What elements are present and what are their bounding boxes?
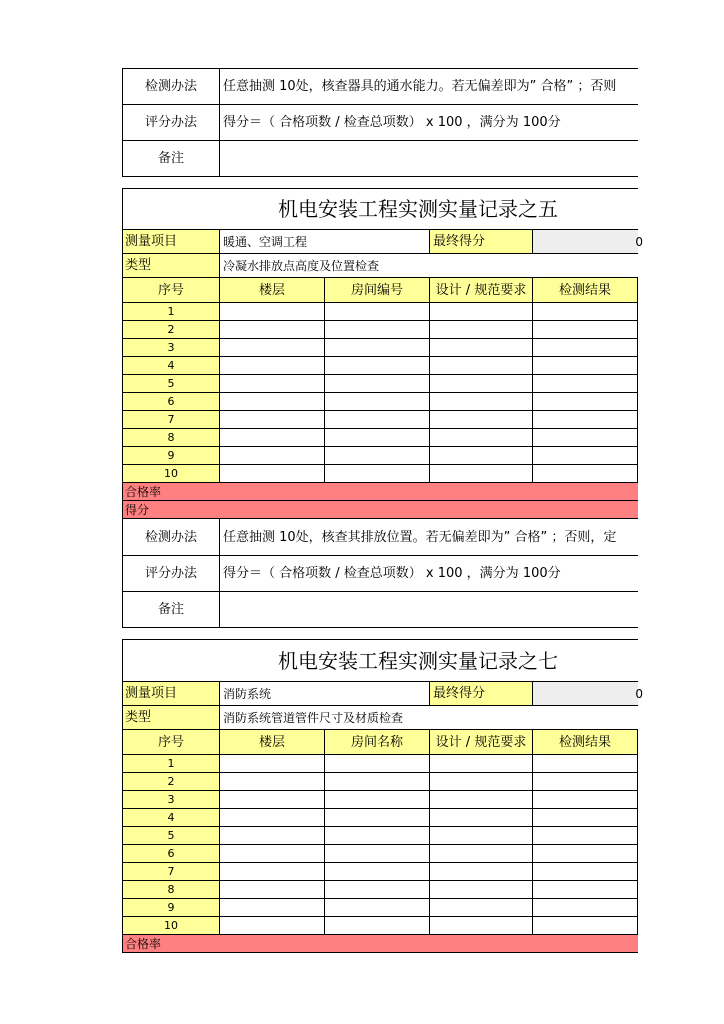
room-cell [325, 357, 430, 375]
floor-cell [220, 447, 325, 465]
room-cell [325, 863, 430, 881]
header-room: 房间名称 [325, 730, 430, 755]
result-cell [533, 791, 638, 809]
floor-cell [220, 881, 325, 899]
type-row [122, 706, 638, 730]
table-row [122, 773, 638, 791]
seq-cell: 2 [123, 321, 220, 339]
spec-cell [430, 917, 533, 935]
room-cell [325, 917, 430, 935]
data-rows [122, 755, 638, 935]
seq-cell: 5 [123, 375, 220, 393]
seq-cell: 9 [123, 899, 220, 917]
spec-cell [430, 393, 533, 411]
seq-cell: 1 [123, 755, 220, 773]
room-cell [325, 447, 430, 465]
scoring-text: 得分＝（ 合格项数 / 检查总项数） x 100 ，满分为 100分 [220, 556, 638, 592]
seq-cell: 4 [123, 809, 220, 827]
result-cell [533, 863, 638, 881]
result-cell [533, 755, 638, 773]
floor-cell [220, 773, 325, 791]
room-cell [325, 845, 430, 863]
result-cell [533, 917, 638, 935]
spec-cell [430, 827, 533, 845]
final-score-value: 0 [635, 234, 643, 249]
room-cell [325, 899, 430, 917]
final-score-cell [533, 230, 643, 254]
result-cell [533, 375, 638, 393]
spec-cell [430, 465, 533, 483]
result-cell [533, 809, 638, 827]
table-row [122, 845, 638, 863]
table-row [122, 899, 638, 917]
spec-cell [430, 791, 533, 809]
scoring-label: 评分办法 [123, 556, 220, 592]
remark-row [122, 592, 638, 628]
floor-cell [220, 899, 325, 917]
room-cell [325, 809, 430, 827]
floor-cell [220, 321, 325, 339]
table-row [122, 321, 638, 339]
room-cell [325, 303, 430, 321]
room-cell [325, 429, 430, 447]
seq-cell: 3 [123, 339, 220, 357]
type-value: 冷凝水排放点高度及位置检查 [220, 254, 638, 278]
header-spec: 设计 / 规范要求 [430, 278, 533, 303]
pass-rate-label: 合格率 [123, 483, 638, 501]
item-row [122, 230, 643, 254]
remark-label: 备注 [123, 592, 220, 628]
seq-cell: 8 [123, 429, 220, 447]
table-row [122, 339, 638, 357]
table-row [122, 357, 638, 375]
method-row [122, 68, 638, 105]
floor-cell [220, 863, 325, 881]
seq-cell: 7 [123, 411, 220, 429]
spec-cell [430, 411, 533, 429]
spec-cell [430, 755, 533, 773]
seq-cell: 6 [123, 393, 220, 411]
title-row [122, 639, 638, 682]
remark-cell [220, 141, 638, 177]
room-cell [325, 773, 430, 791]
method-text: 任意抽测 10处，核查器具的通水能力。若无偏差即为” 合格” ；否则 [220, 69, 638, 105]
table-row [122, 881, 638, 899]
spec-cell [430, 845, 533, 863]
floor-cell [220, 809, 325, 827]
spec-cell [430, 339, 533, 357]
floor-cell [220, 465, 325, 483]
floor-cell [220, 375, 325, 393]
header-seq: 序号 [123, 278, 220, 303]
scoring-row [122, 105, 638, 141]
final-score-value: 0 [635, 686, 643, 701]
table-row [122, 303, 638, 321]
spec-cell [430, 809, 533, 827]
spec-cell [430, 321, 533, 339]
result-cell [533, 881, 638, 899]
table-row [122, 863, 638, 881]
method-label: 检测办法 [123, 519, 220, 556]
room-cell [325, 321, 430, 339]
result-cell [533, 303, 638, 321]
floor-cell [220, 917, 325, 935]
table-row [122, 809, 638, 827]
type-row [122, 254, 638, 278]
remark-cell [220, 592, 638, 628]
result-cell [533, 465, 638, 483]
method-text: 任意抽测 10处，核查其排放位置。若无偏差即为” 合格” ；否则，定 [220, 519, 638, 556]
type-label: 类型 [123, 706, 220, 730]
header-floor: 楼层 [220, 278, 325, 303]
seq-cell: 7 [123, 863, 220, 881]
room-cell [325, 755, 430, 773]
seq-cell: 10 [123, 465, 220, 483]
data-rows [122, 303, 638, 483]
record-title: 机电安装工程实测实量记录之五 [123, 189, 638, 230]
header-result: 检测结果 [533, 730, 638, 755]
header-spec: 设计 / 规范要求 [430, 730, 533, 755]
spec-cell [430, 881, 533, 899]
type-value: 消防系统管道管件尺寸及材质检查 [220, 706, 638, 730]
spec-cell [430, 447, 533, 465]
floor-cell [220, 827, 325, 845]
scoring-text: 得分＝（ 合格项数 / 检查总项数） x 100 ，满分为 100分 [220, 105, 638, 141]
item-label: 测量项目 [123, 682, 220, 706]
floor-cell [220, 357, 325, 375]
spec-cell [430, 899, 533, 917]
remark-label: 备注 [123, 141, 220, 177]
result-cell [533, 393, 638, 411]
floor-cell [220, 429, 325, 447]
score-row [122, 501, 638, 519]
table-row [122, 393, 638, 411]
table-row [122, 827, 638, 845]
header-row [122, 730, 638, 755]
result-cell [533, 339, 638, 357]
type-label: 类型 [123, 254, 220, 278]
seq-cell: 1 [123, 303, 220, 321]
table-row [122, 465, 638, 483]
result-cell [533, 447, 638, 465]
room-cell [325, 393, 430, 411]
result-cell [533, 429, 638, 447]
spec-cell [430, 773, 533, 791]
room-cell [325, 791, 430, 809]
seq-cell: 6 [123, 845, 220, 863]
table-row [122, 791, 638, 809]
item-label: 测量项目 [123, 230, 220, 254]
seq-cell: 5 [123, 827, 220, 845]
room-cell [325, 375, 430, 393]
final-score-label: 最终得分 [430, 230, 533, 254]
record-title: 机电安装工程实测实量记录之七 [123, 640, 638, 682]
table-row [122, 429, 638, 447]
result-cell [533, 321, 638, 339]
result-cell [533, 827, 638, 845]
scoring-row [122, 556, 638, 592]
result-cell [533, 357, 638, 375]
floor-cell [220, 755, 325, 773]
floor-cell [220, 393, 325, 411]
floor-cell [220, 411, 325, 429]
seq-cell: 8 [123, 881, 220, 899]
header-row [122, 278, 638, 303]
table-row [122, 375, 638, 393]
room-cell [325, 881, 430, 899]
table-row [122, 917, 638, 935]
seq-cell: 2 [123, 773, 220, 791]
remark-row [122, 141, 638, 177]
room-cell [325, 411, 430, 429]
table-row [122, 411, 638, 429]
final-score-cell [533, 682, 643, 706]
room-cell [325, 465, 430, 483]
final-score-label: 最终得分 [430, 682, 533, 706]
pass-rate-row [122, 483, 638, 501]
spec-cell [430, 863, 533, 881]
method-label: 检测办法 [123, 69, 220, 105]
scoring-label: 评分办法 [123, 105, 220, 141]
seq-cell: 9 [123, 447, 220, 465]
seq-cell: 3 [123, 791, 220, 809]
header-seq: 序号 [123, 730, 220, 755]
floor-cell [220, 339, 325, 357]
spec-cell [430, 375, 533, 393]
result-cell [533, 845, 638, 863]
floor-cell [220, 845, 325, 863]
seq-cell: 4 [123, 357, 220, 375]
header-room: 房间编号 [325, 278, 430, 303]
score-label: 得分 [123, 501, 638, 519]
header-floor: 楼层 [220, 730, 325, 755]
method-row [122, 519, 638, 556]
item-row [122, 682, 643, 706]
result-cell [533, 899, 638, 917]
header-result: 检测结果 [533, 278, 638, 303]
spec-cell [430, 303, 533, 321]
item-value: 消防系统 [220, 682, 430, 706]
room-cell [325, 339, 430, 357]
seq-cell: 10 [123, 917, 220, 935]
item-value: 暖通、空调工程 [220, 230, 430, 254]
pass-rate-row [122, 935, 638, 953]
table-row [122, 755, 638, 773]
spec-cell [430, 357, 533, 375]
result-cell [533, 773, 638, 791]
pass-rate-label: 合格率 [123, 935, 638, 953]
room-cell [325, 827, 430, 845]
floor-cell [220, 791, 325, 809]
table-row [122, 447, 638, 465]
spec-cell [430, 429, 533, 447]
title-row [122, 188, 638, 230]
floor-cell [220, 303, 325, 321]
result-cell [533, 411, 638, 429]
